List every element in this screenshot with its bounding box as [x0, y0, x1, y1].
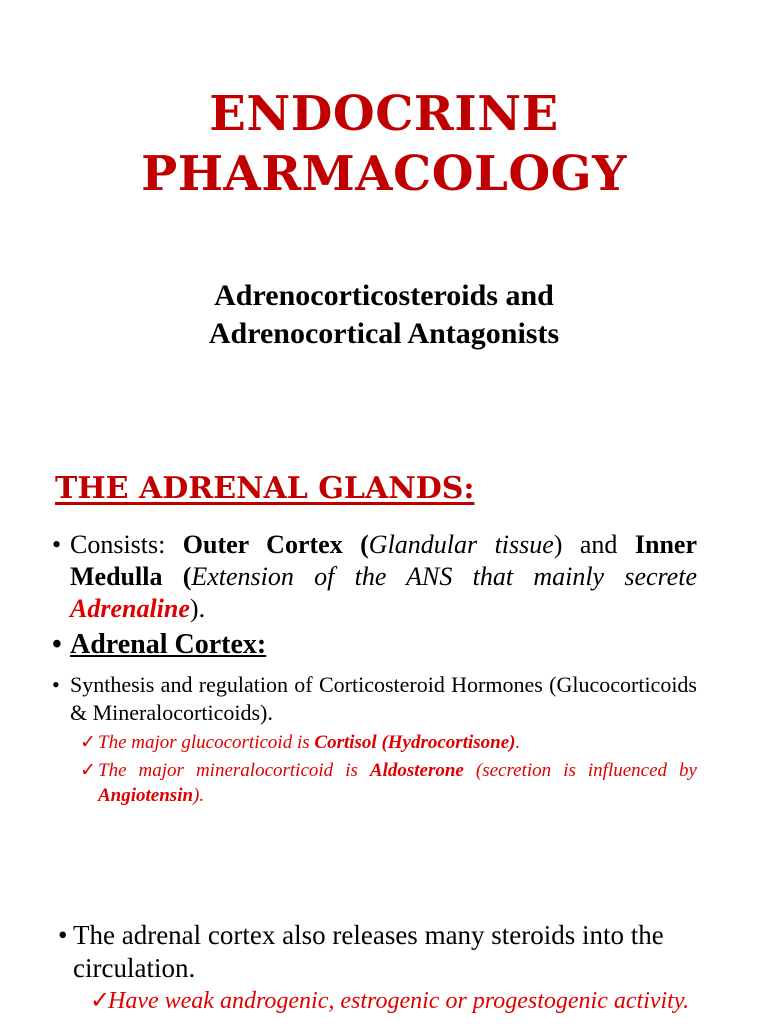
main-title-line-1: ENDOCRINE: [209, 86, 559, 142]
main-title-line-2: PHARMACOLOGY: [141, 146, 627, 202]
bullet-text: Synthesis and regulation of Corticosteroid Hormones (Glucocorticoids & Mineralocorticoids).: [70, 672, 697, 725]
adrenaline-term: Adrenaline: [70, 594, 190, 623]
bullet-text: [52, 529, 697, 625]
steroids-slide: [0, 895, 768, 1024]
subtitle-line-1: Adrenocorticosteroids and: [214, 279, 554, 312]
check-item-aldosterone: [80, 758, 697, 808]
check-item-cortisol: [80, 730, 697, 755]
subtitle-line-2: Adrenocortical Antagonists: [208, 317, 560, 350]
check-icon: ✓: [80, 732, 96, 753]
bullet-dot: •: [52, 629, 62, 660]
check-text: [80, 758, 697, 808]
text-run: .: [515, 732, 521, 753]
check-icon: ✓: [90, 988, 111, 1014]
bullet-steroids: [58, 919, 718, 985]
text-run: ).: [189, 594, 206, 623]
bullet-text: [52, 629, 697, 661]
bullet-dot: •: [52, 672, 60, 697]
text-run: ).: [193, 785, 205, 806]
adrenal-glands-slide: [0, 445, 768, 885]
ans-description: Extension of the ANS that mainly secrete: [191, 562, 697, 591]
angiotensin-term: Angiotensin: [98, 785, 194, 806]
check-item-androgenic: [90, 986, 710, 1016]
outer-cortex-term: Outer Cortex: [182, 530, 343, 559]
main-title: [0, 84, 768, 204]
check-text: [80, 730, 697, 755]
text-run: ) and: [553, 530, 635, 559]
text-run: (secretion is influenced by: [463, 760, 697, 781]
bullet-synthesis: [52, 671, 697, 727]
text-run: (: [162, 562, 192, 591]
subtitle: [0, 277, 768, 353]
check-text: Have weak androgenic, estrogenic or progestogenic activity.: [108, 988, 690, 1014]
title-slide: [0, 0, 768, 440]
bullet-dot: •: [58, 920, 68, 950]
bullet-consists: [52, 529, 697, 625]
text-run: Consists:: [70, 530, 183, 559]
glandular-tissue-term: Glandular tissue: [368, 530, 554, 559]
inner-medulla-term: Inner Medulla: [70, 530, 697, 591]
text-run: (: [342, 530, 369, 559]
aldosterone-term: Aldosterone: [369, 760, 464, 781]
adrenal-cortex-label: Adrenal Cortex:: [70, 629, 267, 660]
check-icon: ✓: [80, 760, 96, 781]
text-run: The major mineralocorticoid is: [98, 760, 370, 781]
cortisol-term: Cortisol (Hydrocortisone): [314, 732, 516, 753]
bullet-dot: •: [52, 530, 62, 559]
bullet-adrenal-cortex: [52, 629, 697, 661]
text-run: The major glucocorticoid is: [98, 732, 315, 753]
bullet-text: The adrenal cortex also releases many steroids into the circulation.: [73, 920, 664, 983]
section-heading: THE ADRENAL GLANDS:: [55, 471, 475, 506]
